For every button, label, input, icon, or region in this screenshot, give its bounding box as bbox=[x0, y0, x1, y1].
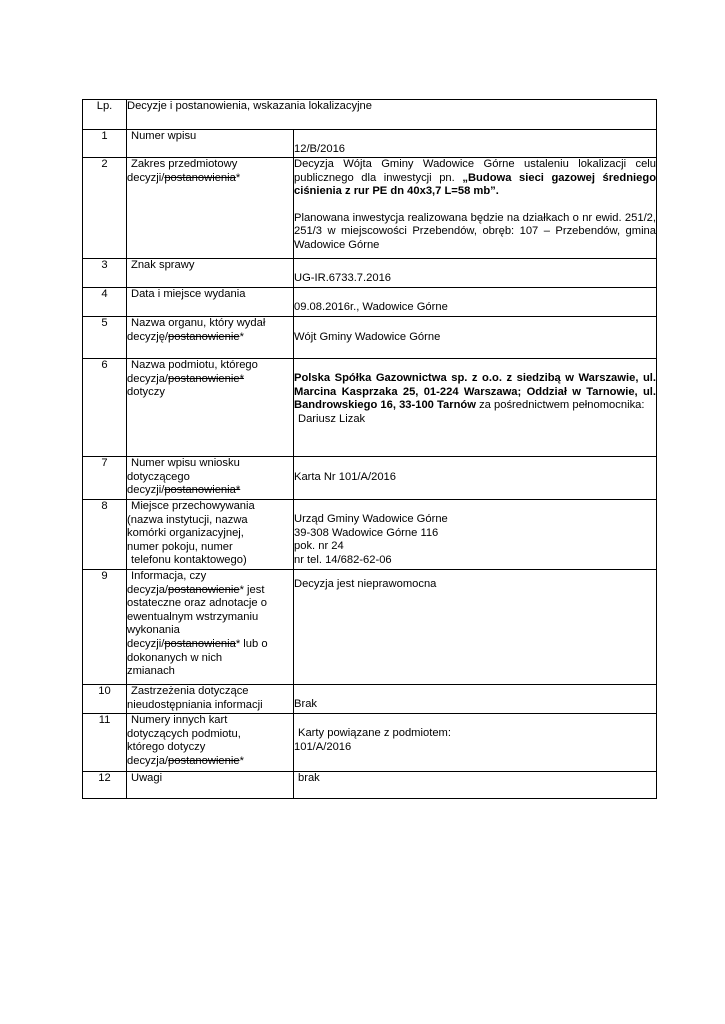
label-text: decyzji/ bbox=[127, 171, 165, 184]
row-value bbox=[294, 130, 657, 158]
header-lp: Lp. bbox=[83, 100, 127, 130]
row-label bbox=[127, 259, 294, 288]
struck-text: postanowienia bbox=[164, 637, 236, 650]
label-text: ewentualnym wstrzymaniu bbox=[127, 610, 259, 623]
label-text: * bbox=[239, 330, 244, 343]
row-number: 4 bbox=[83, 288, 127, 317]
related-card-number: 101/A/2016 bbox=[294, 740, 352, 753]
row-value bbox=[294, 772, 657, 799]
office-address: 39-308 Wadowice Górne 116 bbox=[294, 526, 439, 539]
row-value bbox=[294, 685, 657, 714]
table-header-row bbox=[83, 100, 657, 130]
label-text: * bbox=[239, 754, 244, 767]
row-label bbox=[127, 288, 294, 317]
value-text: Wójt Gminy Wadowice Górne bbox=[294, 330, 441, 343]
table-row bbox=[83, 500, 657, 570]
row-value bbox=[294, 570, 657, 685]
row-value bbox=[294, 288, 657, 317]
row-label bbox=[127, 685, 294, 714]
label-text: którego dotyczy bbox=[127, 741, 206, 754]
table-row bbox=[83, 359, 657, 457]
struck-text: postanowienie bbox=[168, 583, 240, 596]
label-text: Informacja, czy bbox=[131, 570, 207, 582]
label-text: Numer wpisu wniosku bbox=[131, 457, 240, 469]
row-number: 12 bbox=[83, 772, 127, 799]
label-text: decyzja/ bbox=[127, 754, 169, 767]
table-row bbox=[83, 259, 657, 288]
struck-text: postanowienie bbox=[168, 330, 240, 343]
value-text: Brak bbox=[294, 698, 318, 710]
label-text: * bbox=[235, 171, 241, 184]
label-text: Miejsce przechowywania bbox=[131, 500, 255, 512]
value-text: Karty powiązane z podmiotem: bbox=[298, 727, 451, 739]
row-number: 5 bbox=[83, 317, 127, 359]
table-row bbox=[83, 685, 657, 714]
label-text: komórki organizacyjnej, bbox=[127, 527, 244, 540]
row-number: 9 bbox=[83, 570, 127, 685]
row-number: 7 bbox=[83, 457, 127, 500]
office-name: Urząd Gminy Wadowice Górne bbox=[294, 513, 448, 525]
label-text: zmianach bbox=[127, 665, 175, 678]
row-label bbox=[127, 772, 294, 799]
row-number: 8 bbox=[83, 500, 127, 570]
label-text: Zastrzeżenia dotyczące bbox=[131, 685, 249, 697]
label-text: telefonu kontaktowego) bbox=[131, 554, 247, 567]
value-text: Decyzja jest nieprawomocna bbox=[294, 578, 437, 590]
label-text: * lub o bbox=[235, 637, 268, 650]
label-text: Zakres przedmiotowy bbox=[131, 158, 238, 170]
proxy-name: Dariusz Lizak bbox=[298, 412, 366, 425]
label-text: (nazwa instytucji, nazwa bbox=[127, 513, 248, 526]
value-text: Planowana inwestycja realizowana będzie na działkach o nr ewid. 251/2, 251/3 w miejscowości Przebendów, obręb: 107 – Przebendów, gmina Wadowice Górne bbox=[294, 211, 657, 251]
row-value bbox=[294, 359, 657, 457]
label-text: decyzji/ bbox=[127, 484, 165, 497]
label-text: Znak sprawy bbox=[131, 259, 195, 271]
value-text: Karta Nr 101/A/2016 bbox=[294, 471, 396, 484]
label-text: dokonanych w nich bbox=[127, 651, 223, 664]
row-label bbox=[127, 317, 294, 359]
value-text: UG-IR.6733.7.2016 bbox=[294, 272, 392, 284]
table-row bbox=[83, 158, 657, 259]
row-label bbox=[127, 130, 294, 158]
label-text: decyzja/ bbox=[127, 583, 169, 596]
table-row bbox=[83, 130, 657, 158]
label-text: decyzji/ bbox=[127, 637, 165, 650]
row-value bbox=[294, 317, 657, 359]
row-label bbox=[127, 158, 294, 259]
row-value bbox=[294, 457, 657, 500]
row-number: 11 bbox=[83, 714, 127, 772]
registry-table bbox=[82, 99, 657, 799]
label-text: dotyczących podmiotu, bbox=[127, 727, 241, 740]
row-value bbox=[294, 259, 657, 288]
table-row bbox=[83, 772, 657, 799]
table-row bbox=[83, 317, 657, 359]
row-label bbox=[127, 570, 294, 685]
value-text: 09.08.2016r., Wadowice Górne bbox=[294, 301, 448, 313]
label-text: Data i miejsce wydania bbox=[131, 288, 246, 300]
row-label bbox=[127, 457, 294, 500]
applicant-name: Polska Spółka Gazownictwa sp. z o.o. z siedzibą w Warszawie, ul. Marcina Kasprzaka 25, 01-224 Warszawa; Oddział w Tarnowie, ul. Bandrowskiego 16, 33-100 Tarnów bbox=[294, 372, 657, 412]
label-text: Nazwa organu, który wydał bbox=[131, 317, 266, 329]
struck-text: postanowienie* bbox=[168, 372, 244, 385]
label-text: dotyczy bbox=[127, 386, 165, 399]
value-text: Decyzja Wójta Gminy Wadowice Górne ustaleniu lokalizacji celu publicznego dla inwestycji pn. bbox=[294, 158, 657, 184]
value-text: za pośrednictwem pełnomocnika: bbox=[479, 399, 645, 412]
row-label bbox=[127, 714, 294, 772]
table-row bbox=[83, 570, 657, 685]
label-text: dotyczącego bbox=[127, 470, 190, 483]
row-label bbox=[127, 359, 294, 457]
table-row bbox=[83, 288, 657, 317]
table-row bbox=[83, 457, 657, 500]
label-text: Uwagi bbox=[131, 772, 163, 784]
row-number: 1 bbox=[83, 130, 127, 158]
office-phone: nr tel. 14/682-62-06 bbox=[294, 553, 392, 566]
project-name: „Budowa sieci gazowej średniego ciśnienia z rur PE dn 40x3,7 L=58 mb”. bbox=[294, 171, 657, 198]
label-text: numer pokoju, numer bbox=[127, 540, 233, 553]
struck-text: postanowienie bbox=[168, 754, 240, 767]
office-room: pok. nr 24 bbox=[294, 540, 344, 553]
value-text: brak bbox=[298, 772, 320, 784]
label-text: ostateczne oraz adnotacje o bbox=[127, 597, 267, 610]
row-value bbox=[294, 714, 657, 772]
label-text: wykonania bbox=[127, 624, 180, 637]
label-text: Nazwa podmiotu, którego bbox=[131, 359, 258, 371]
label-text: Numery innych kart bbox=[131, 714, 228, 726]
row-value bbox=[294, 500, 657, 570]
label-text: * jest bbox=[239, 583, 265, 596]
row-number: 2 bbox=[83, 158, 127, 259]
struck-text: postanowienia* bbox=[164, 484, 241, 497]
row-number: 3 bbox=[83, 259, 127, 288]
table-row bbox=[83, 714, 657, 772]
label-text: decyzję/ bbox=[127, 330, 169, 343]
label-text: nieudostępniania informacji bbox=[127, 698, 263, 711]
value-text: 12/B/2016 bbox=[294, 143, 346, 155]
label-text: Numer wpisu bbox=[131, 130, 197, 142]
row-number: 10 bbox=[83, 685, 127, 714]
row-number: 6 bbox=[83, 359, 127, 457]
row-label bbox=[127, 500, 294, 570]
struck-text: postanowienia bbox=[164, 171, 236, 184]
row-value bbox=[294, 158, 657, 259]
label-text: decyzja/ bbox=[127, 372, 169, 385]
header-title: Decyzje i postanowienia, wskazania lokalizacyjne bbox=[127, 100, 657, 130]
